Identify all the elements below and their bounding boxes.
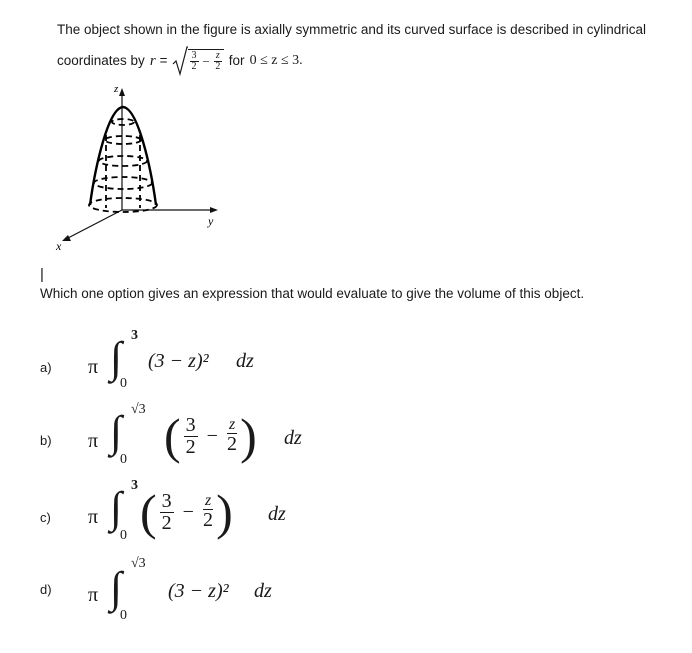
integral-icon: ∫ xyxy=(110,333,123,382)
level-curves xyxy=(89,119,157,212)
lower-limit: 0 xyxy=(120,528,127,543)
fraction-z-over-2: $\frac{z}{2}$ xyxy=(215,49,221,72)
minus-sign: − xyxy=(202,53,210,69)
dz-differential: dz xyxy=(236,350,254,372)
lower-limit: 0 xyxy=(120,608,127,623)
upper-limit: 3 xyxy=(131,478,138,493)
parenthesized-fractions xyxy=(164,404,257,468)
integrand: (3 − z)² xyxy=(168,580,229,602)
paraboloid-figure xyxy=(48,80,238,255)
fraction-z-over-2: $\frac{z}{2}$ xyxy=(227,415,238,456)
y-axis-label: y xyxy=(208,214,214,228)
option-a-label[interactable]: a) xyxy=(40,360,52,375)
prompt-text: Which one option gives an expression that would evaluate to give the volume of this object. xyxy=(40,286,585,301)
x-axis-label: x xyxy=(56,239,62,253)
upper-limit: √3 xyxy=(131,556,146,571)
option-c-expression[interactable] xyxy=(88,478,328,548)
for-word: for xyxy=(228,53,245,68)
option-a-expression[interactable] xyxy=(88,330,328,390)
integral-icon: ∫ xyxy=(110,407,123,456)
minus-sign: − xyxy=(206,424,218,447)
pi-symbol: π xyxy=(88,430,99,452)
integral-icon: ∫ xyxy=(110,563,123,612)
question-prefix: coordinates by xyxy=(57,53,145,68)
fraction-3-over-2: $\frac{3}{2}$ xyxy=(191,49,197,72)
minus-sign: − xyxy=(182,500,194,523)
z-axis-label: z xyxy=(114,83,119,95)
parenthesized-fractions xyxy=(140,480,233,544)
upper-limit: 3 xyxy=(131,328,138,343)
r-variable: r xyxy=(149,53,156,69)
lower-limit: 0 xyxy=(120,376,127,391)
left-paren: ( xyxy=(140,484,157,540)
sqrt-content xyxy=(188,49,224,73)
equals-sign: = xyxy=(159,53,168,68)
integral-icon: ∫ xyxy=(110,483,123,532)
question-line-1: The object shown in the figure is axially symmetric and its curved surface is described in cylindrical xyxy=(57,22,646,37)
fraction-3-over-2: $\frac{3}{2}$ xyxy=(161,489,172,534)
y-axis-arrow-icon xyxy=(210,207,218,213)
option-d-label[interactable]: d) xyxy=(40,582,52,597)
left-paren: ( xyxy=(164,408,181,464)
z-axis-arrow-icon xyxy=(119,88,125,96)
option-b-label[interactable]: b) xyxy=(40,433,52,448)
dz-differential: dz xyxy=(268,503,286,525)
x-axis xyxy=(68,210,122,238)
fraction-z-over-2: $\frac{z}{2}$ xyxy=(203,491,214,532)
option-d-expression[interactable] xyxy=(88,556,328,628)
pi-symbol: π xyxy=(88,584,99,606)
upper-limit: √3 xyxy=(131,402,146,417)
sqrt-radical-icon xyxy=(172,46,188,76)
question-line-2 xyxy=(57,44,303,78)
right-paren: ) xyxy=(216,484,233,540)
z-range: 0 ≤ z ≤ 3. xyxy=(249,53,303,68)
dz-differential: dz xyxy=(284,427,302,449)
fraction-3-over-2: $\frac{3}{2}$ xyxy=(185,413,196,458)
right-paren: ) xyxy=(240,408,257,464)
lower-limit: 0 xyxy=(120,452,127,467)
pi-symbol: π xyxy=(88,506,99,528)
option-b-expression[interactable] xyxy=(88,402,328,472)
x-axis-arrow-icon xyxy=(62,235,71,241)
dz-differential: dz xyxy=(254,580,272,602)
option-c-label[interactable]: c) xyxy=(40,510,51,525)
pi-symbol: π xyxy=(88,356,99,378)
text-cursor: | xyxy=(40,266,44,283)
integrand: (3 − z)² xyxy=(148,350,209,372)
